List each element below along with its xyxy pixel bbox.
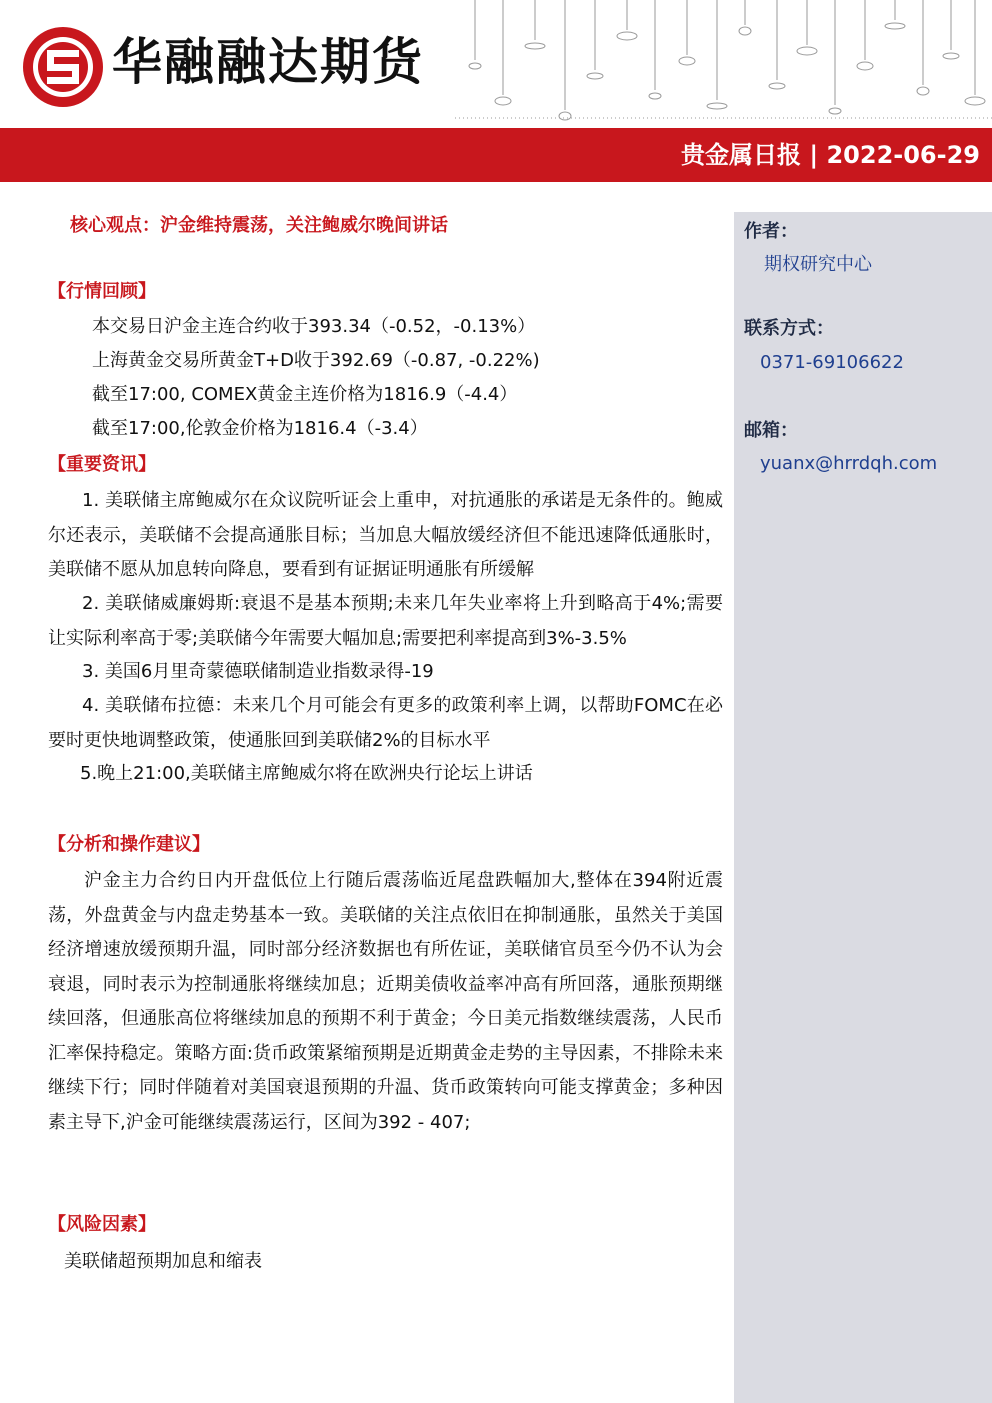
decorative-ring [885, 23, 905, 29]
company-logo-icon [20, 24, 106, 110]
news-item: 2. 美联储威廉姆斯:衰退不是基本预期;未来几年失业率将上升到略高于4%;需要让实际利率高于零;美联储今年需要大幅加息;需要把利率提高到3%-3.5% [48, 593, 723, 649]
decorative-ring [797, 47, 817, 55]
decorative-network-graphic [455, 0, 992, 128]
report-title: 贵金属日报 | 2022-06-29 [681, 141, 980, 169]
analysis-text: 沪金主力合约日内开盘低位上行随后震荡临近尾盘跌幅加大,整体在394附近震荡，外盘黄金与内盘走势基本一致。美联储的关注点依旧在抑制通胀，虽然关于美国经济增速放缓预期升温，同时部分经济数据也有所佐证，美联储官员至今仍不认为会衰退，同时表示为控制通胀将继续加息；近期美债收益率冲高有所回落，通胀预期继续回落，但通胀高位将继续加息的预期不利于黄金；今日美元指数继续震荡，人民币汇率保持稳定。策略方面:货币政策紧缩预期是近期黄金走势的主导因素，不排除未来继续下行；同时伴随着对美国衰退预期的升温、货币政策转向可能支撑黄金；多种因素主导下,沪金可能继续震荡运行，区间为392 - 407; [48, 870, 723, 1133]
decorative-ring [525, 43, 545, 49]
market-review-line: 上海黄金交易所黄金T+D收于392.69（-0.87, -0.22%) [92, 350, 540, 371]
market-review-line: 截至17:00, COMEX黄金主连价格为1816.9（-4.4） [92, 384, 518, 405]
risk-heading: 【风险因素】 [48, 1214, 156, 1235]
analysis-heading: 【分析和操作建议】 [48, 834, 210, 855]
author-sidebar [734, 212, 992, 1403]
core-view-heading: 核心观点：沪金维持震荡，关注鲍威尔晚间讲话 [70, 215, 448, 236]
page-header [0, 0, 992, 128]
decorative-ring [943, 53, 959, 59]
market-review-line: 截至17:00,伦敦金价格为1816.4（-3.4） [92, 418, 428, 439]
news-item: 5.晚上21:00,美联储主席鲍威尔将在欧洲央行论坛上讲话 [80, 763, 533, 784]
news-heading: 【重要资讯】 [48, 454, 156, 475]
author-label: 作者： [744, 221, 798, 242]
decorative-ring [965, 97, 985, 105]
decorative-ring [587, 73, 603, 79]
decorative-ring [469, 63, 481, 69]
news-item: 3. 美国6月里奇蒙德联储制造业指数录得-19 [82, 661, 434, 682]
company-name: 华融融达期货 [112, 32, 424, 91]
contact-label: 联系方式： [744, 318, 834, 339]
author-value: 期权研究中心 [764, 254, 872, 275]
decorative-ring [707, 103, 727, 109]
decorative-ring [679, 57, 695, 65]
email-label: 邮箱： [744, 420, 798, 441]
decorative-ring [917, 87, 929, 95]
risk-text: 美联储超预期加息和缩表 [64, 1251, 262, 1272]
contact-value: 0371-69106622 [760, 352, 904, 373]
decorative-ring [739, 27, 751, 35]
market-review-heading: 【行情回顾】 [48, 281, 156, 302]
email-value[interactable]: yuanx@hrrdqh.com [760, 453, 938, 474]
decorative-ring [829, 108, 841, 114]
decorative-ring [857, 62, 873, 70]
decorative-ring [559, 112, 571, 120]
decorative-ring [495, 97, 511, 105]
decorative-ring [649, 93, 661, 99]
report-title-bar [0, 128, 992, 182]
news-item: 1. 美联储主席鲍威尔在众议院听证会上重申，对抗通胀的承诺是无条件的。鲍威尔还表示，美联储不会提高通胀目标；当加息大幅放缓经济但不能迅速降低通胀时，美联储不愿从加息转向降息，要看到有证据证明通胀有所缓解 [48, 490, 723, 580]
decorative-ring [769, 83, 785, 89]
news-item: 4. 美联储布拉德：未来几个月可能会有更多的政策利率上调，以帮助FOMC在必要时更快地调整政策，使通胀回到美联储2%的目标水平 [48, 695, 723, 751]
decorative-ring [617, 32, 637, 40]
market-review-line: 本交易日沪金主连合约收于393.34（-0.52，-0.13%） [92, 316, 536, 337]
